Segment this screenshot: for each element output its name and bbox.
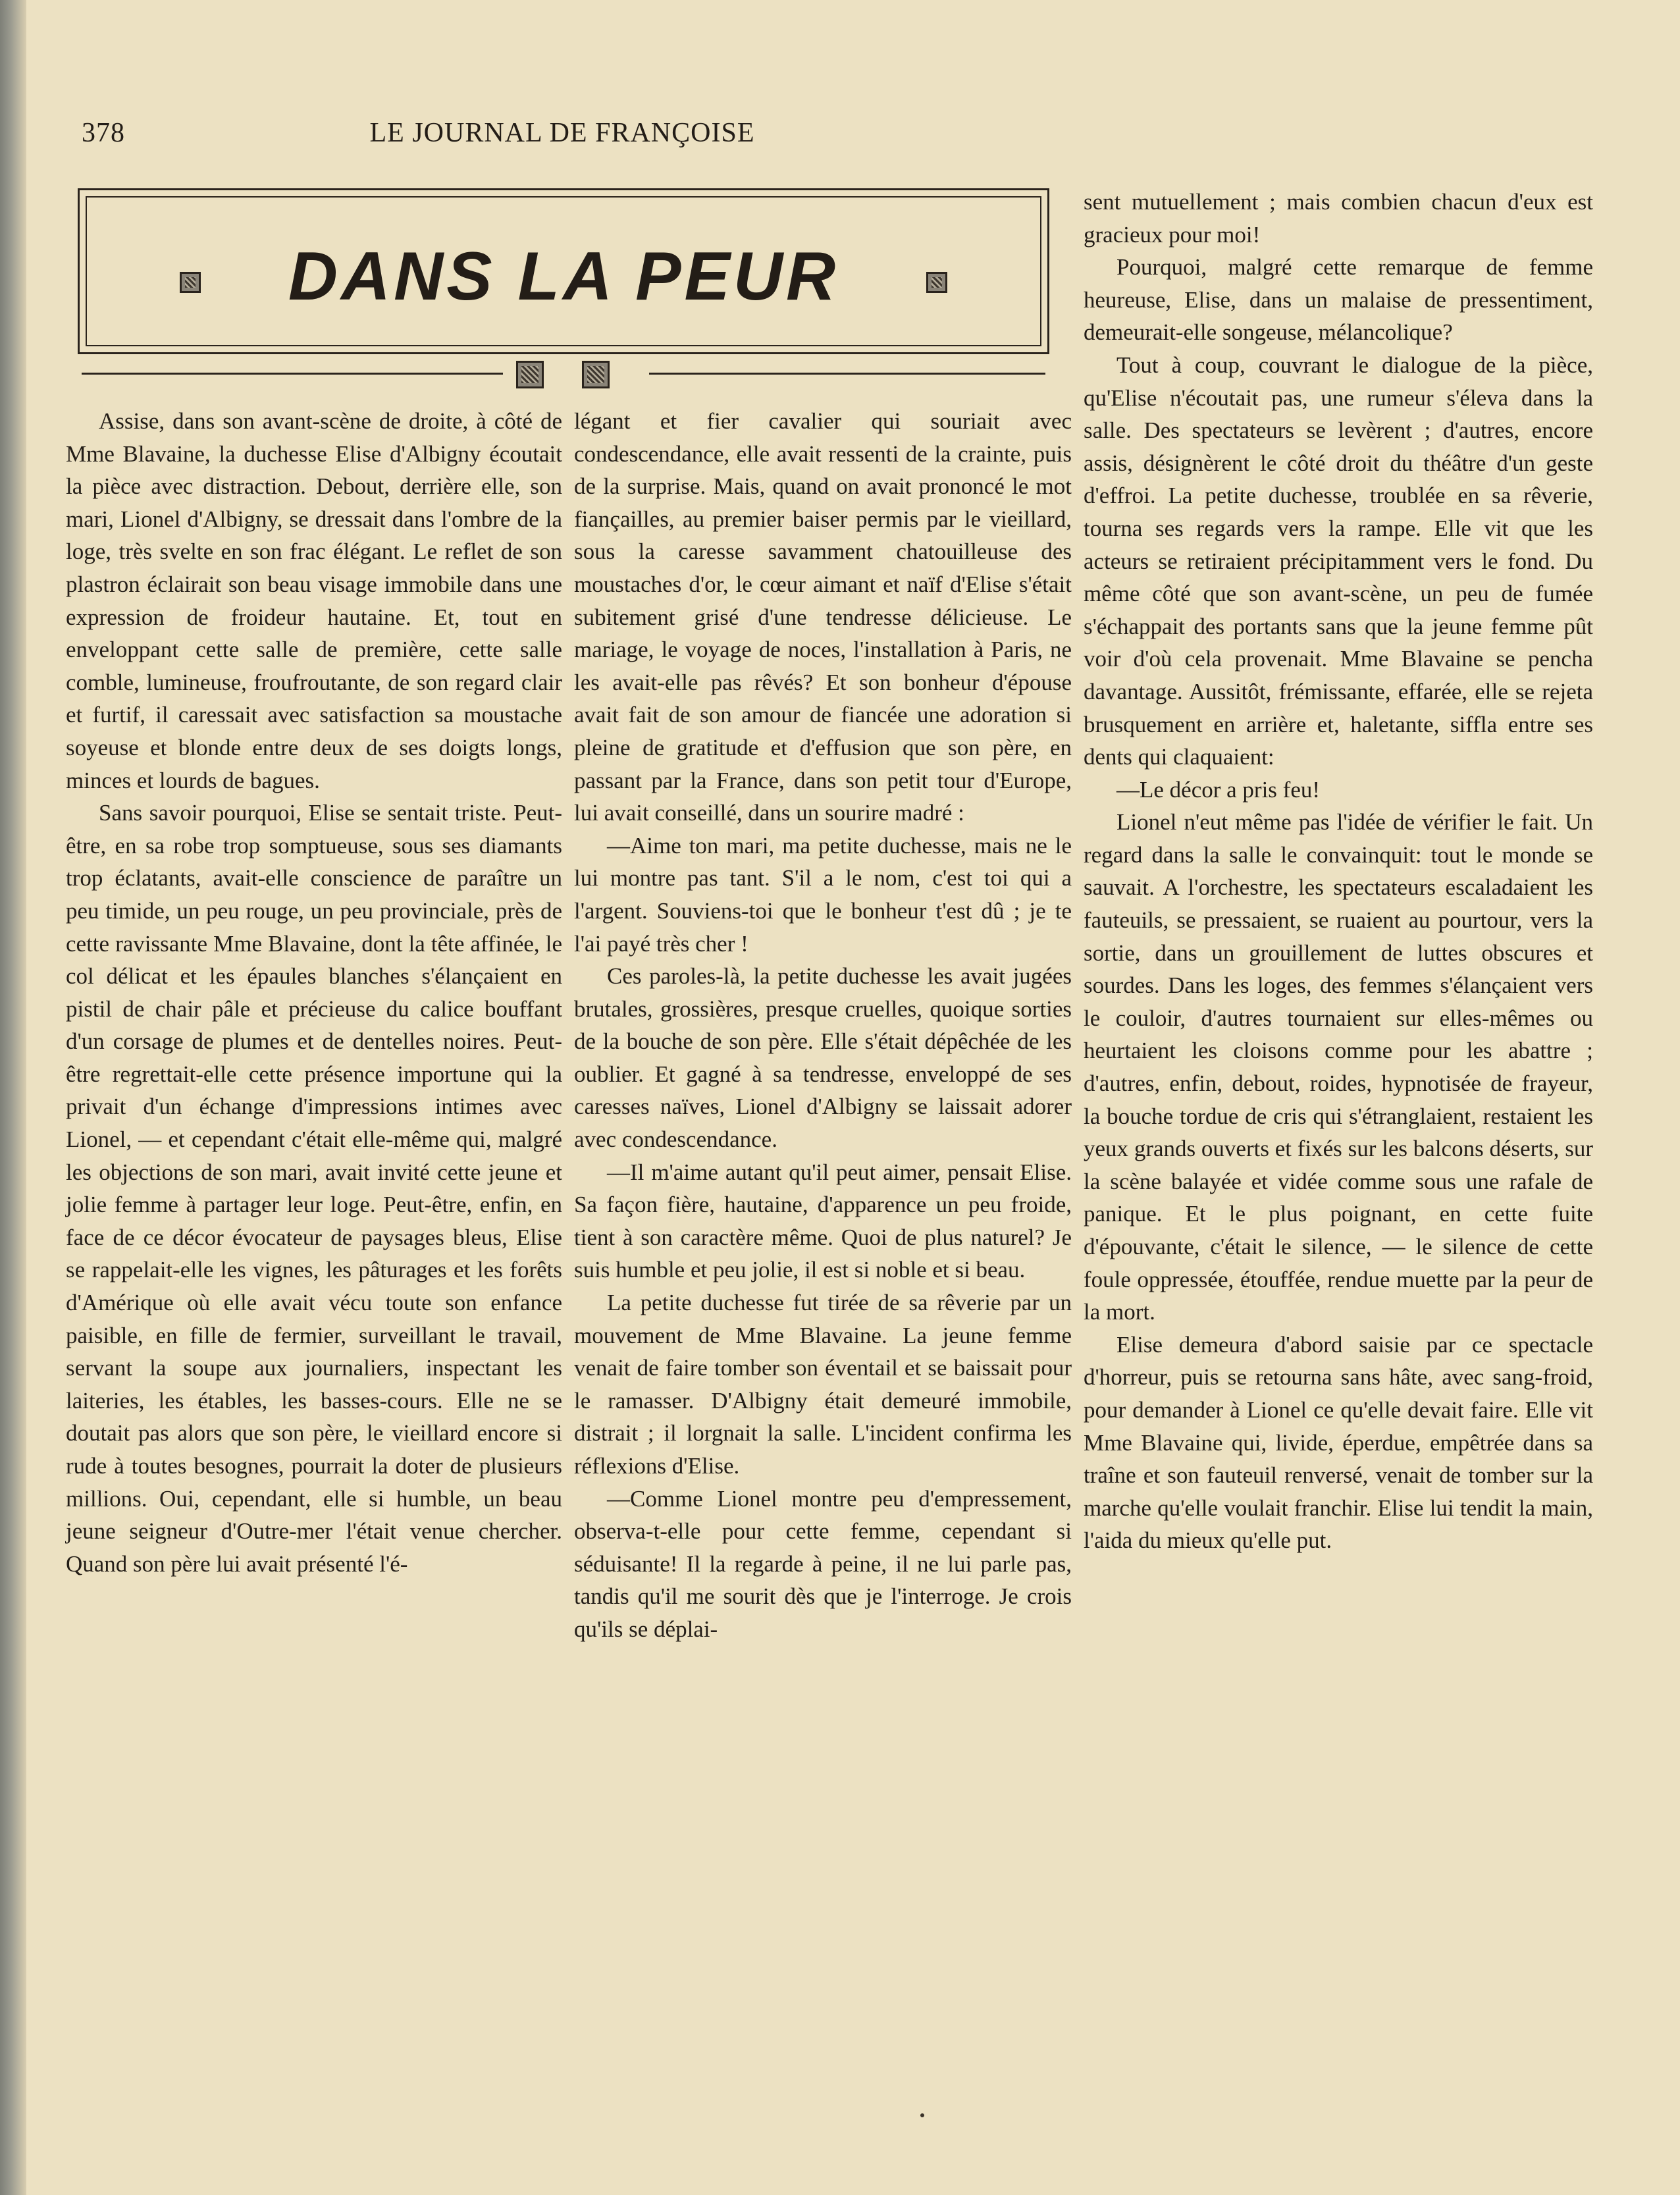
square-ornament-icon	[516, 361, 544, 388]
paragraph: —Comme Lionel montre peu d'empressement, observa-t-elle pour cette femme, cependant si séduisante! Il la regarde à peine, il ne lui parle pas, tandis qu'il me sourit dès que je l'interroge. Je crois qu'ils se déplai-	[574, 1485, 1072, 1642]
text-column-1	[66, 405, 562, 1580]
paragraph: La petite duchesse fut tirée de sa rêverie par un mouvement de Mme Blavaine. La jeune femme venait de faire tomber son éventail et se baissait pour le ramasser. D'Albigny était demeuré immobile, distrait ; il lorgnait la salle. L'incident confirma les réflexions d'Elise.	[574, 1290, 1072, 1479]
square-ornament-icon	[926, 272, 947, 293]
paragraph: légant et fier cavalier qui souriait avec condescendance, elle avait ressenti de la crainte, puis de la surprise. Mais, quand on avait prononcé le mot fiançailles, au premier baiser permis par le vieillard, sous la caresse savamment chatouilleuse des moustaches d'or, le cœur aimant et naïf d'Elise s'était subitement grisé d'une tendresse délicieuse. Le mariage, le voyage de noces, l'installation à Paris, ne les avait-elle pas rêvés? Et son bonheur d'épouse avait fait de son amour de fiancée une adoration si pleine de gratitude et d'effusion que son père, en passant par la France, dans son petit tour d'Europe, lui avait conseillé, dans un sourire madré :	[574, 408, 1072, 826]
paragraph: Assise, dans son avant-scène de droite, à côté de Mme Blavaine, la duchesse Elise d'Albigny écoutait la pièce avec distraction. Debout, derrière elle, son mari, Lionel d'Albigny, se dressait dans l'ombre de la loge, très svelte en son frac élégant. Le reflet de son plastron éclairait son beau visage immobile dans une expression de froideur hautaine. Et, tout en enveloppant cette salle de première, cette salle comble, lumineuse, froufroutante, de son regard clair et furtif, il caressait avec satisfaction sa moustache soyeuse et blonde entre deux de ses doigts longs, minces et lourds de bagues.	[66, 408, 562, 793]
running-title: LE JOURNAL DE FRANÇOISE	[369, 118, 755, 148]
text-column-2	[574, 405, 1072, 1646]
divider-rule-right	[649, 373, 1045, 375]
paragraph: Ces paroles-là, la petite duchesse les avait jugées brutales, grossières, presque cruelles, quoique sorties de la bouche de son père. Elle s'était dépêchée de les oublier. Et gagné à sa tendresse, enveloppé de ses caresses naïves, Lionel d'Albigny se laissait adorer avec condescendance.	[574, 963, 1072, 1153]
footer-dot	[920, 2113, 924, 2117]
paragraph: Elise demeura d'abord saisie par ce spectacle d'horreur, puis se retourna sans hâte, avec sang-froid, pour demander à Lionel ce qu'elle devait faire. Elle vit Mme Blavaine qui, livide, éperdue, empêtrée dans sa traîne et son fauteuil renversé, venait de tomber sur la marche qu'elle voulait franchir. Elise lui tendit la main, l'aida du mieux qu'elle put.	[1084, 1331, 1593, 1554]
article-title: DANS LA PEUR	[288, 238, 839, 315]
paragraph: —Le décor a pris feu!	[1116, 776, 1321, 803]
paragraph: —Aime ton mari, ma petite duchesse, mais ne le lui montre pas tant. S'il a le nom, c'est toi qui a l'argent. Souviens-toi que le bonheur t'est dû ; je te l'ai payé très cher !	[574, 832, 1072, 957]
title-frame	[78, 188, 1049, 354]
paragraph: Tout à coup, couvrant le dialogue de la pièce, qu'Elise n'écoutait pas, une rumeur s'éleva dans la salle. Des spectateurs se levèrent ; d'autres, encore assis, désignèrent le côté droit du théâtre d'un geste d'effroi. La petite duchesse, troublée en sa rêverie, tourna ses regards vers la rampe. Elle vit que les acteurs se retiraient précipitamment vers le fond. Du même côté que son avant-scène, un peu de fumée s'échappait des portants sans que la jeune femme pût voir d'où cela provenait. Mme Blavaine se pencha davantage. Aussitôt, frémissante, effarée, elle se rejeta brusquement en arrière et, haletante, siffla entre ses dents qui claquaient:	[1084, 352, 1593, 770]
square-ornament-icon	[180, 272, 201, 293]
paragraph: —Il m'aime autant qu'il peut aimer, pensait Elise. Sa façon fière, hautaine, d'apparence un peu froide, tient à son caractère même. Quoi de plus naturel? Je suis humble et peu jolie, il est si noble et si beau.	[574, 1159, 1072, 1283]
paragraph: Sans savoir pourquoi, Elise se sentait triste. Peut-être, en sa robe trop somptueuse, sous ses diamants trop éclatants, avait-elle conscience de paraître un peu timide, un peu rouge, un peu provinciale, près de cette ravissante Mme Blavaine, dont la tête affinée, le col délicat et les épaules blanches s'élançaient en pistil de chair pâle et précieuse du calice bouffant d'un corsage de plumes et de dentelles noires. Peut-être regrettait-elle cette présence importune qui la privait d'un échange d'impressions intimes avec Lionel, — et cependant c'était elle-même qui, malgré les objections de son mari, avait invité cette jeune et jolie femme à partager leur loge. Peut-être, enfin, en face de ce décor évocateur de paysages bleus, Elise se rappelait-elle les vignes, les pâturages et les forêts d'Amérique où elle avait vécu toute son enfance paisible, en fille de fermier, surveillant le travail, servant la soupe aux journaliers, inspectant les laiteries, les étables, les basses-cours. Elle ne se doutait pas alors que son père, le vieillard encore si rude à toutes besognes, pourrait la doter de plusieurs millions. Oui, cependant, elle si humble, un beau jeune seigneur d'Outre-mer l'était venue chercher. Quand son père lui avait présenté l'é-	[66, 800, 562, 1577]
text-column-3	[1084, 186, 1593, 1557]
paragraph: Pourquoi, malgré cette remarque de femme heureuse, Elise, dans un malaise de pressentiment, demeurait-elle songeuse, mélancolique?	[1084, 254, 1593, 346]
page-number: 378	[82, 118, 125, 148]
paragraph: sent mutuellement ; mais combien chacun d'eux est gracieux pour moi!	[1084, 189, 1593, 248]
divider-rule-left	[82, 373, 503, 375]
paragraph: Lionel n'eut même pas l'idée de vérifier le fait. Un regard dans la salle le convainquit: tout le monde se sauvait. A l'orchestre, les spectateurs escaladaient les fauteuils, se pressaient, se ruaient au pourtour, vers la sortie, dans un grouillement de luttes obscures et sourdes. Dans les loges, des femmes s'élançaient vers le couloir, d'autres tournaient sur elles-mêmes ou heurtaient les cloisons comme pour les abattre ; d'autres, enfin, debout, roides, hypnotisée de frayeur, la bouche tordue de cris qui s'étranglaient, restaient les yeux grands ouverts et fixés sur les balcons déserts, sur la scène balayée et vidée comme sous une rafale de panique. Et le plus poignant, en cette fuite d'épouvante, c'était le silence, — le silence de cette foule oppressée, étouffée, rendue muette par la peur de la mort.	[1084, 809, 1593, 1325]
page-header	[82, 117, 1043, 157]
divider-ornaments	[507, 361, 645, 387]
square-ornament-icon	[582, 361, 610, 388]
